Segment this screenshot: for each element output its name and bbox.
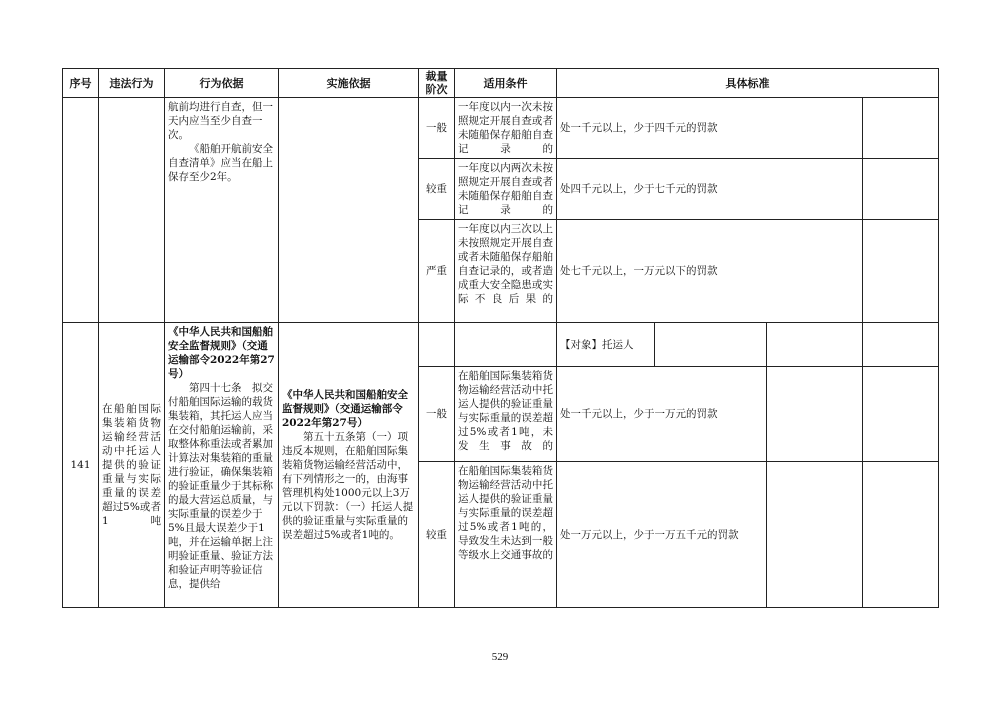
impl-text: 第五十五条第（一）项违反本规则，在船舶国际集装箱货物运输经营活动中，有下列情形之一的，由海事管理机构处1000元以上3万元以下罚款：（一）托运人提供的验证重量与实际重量的误差超过5%或者1吨的。 xyxy=(282,431,414,541)
basis-text: 航前均进行自查，但一天内应当至少自查一次。 xyxy=(168,101,273,141)
condition-cell: 一年度以内一次未按照规定开展自查或者未随船保存船舶自查记录的 xyxy=(455,98,557,159)
condition-cell: 一年度以内三次以上未按照规定开展自查或者未随船保存船舶自查记录的，或者造成重大安全隐患或实际不良后果的 xyxy=(455,220,557,323)
level-cell: 一般 xyxy=(419,367,455,462)
empty-cell xyxy=(767,462,863,608)
header-conditions: 适用条件 xyxy=(455,69,557,98)
standard-cell: 处一万元以上，少于一万五千元的罚款 xyxy=(557,462,767,608)
header-impl-basis: 实施依据 xyxy=(279,69,419,98)
level-cell: 较重 xyxy=(419,159,455,220)
level-cell: 严重 xyxy=(419,220,455,323)
standard-cell: 处一千元以上，少于一万元的罚款 xyxy=(557,367,767,462)
object-cell: 【对象】托运人 xyxy=(557,323,655,367)
header-standard: 具体标准 xyxy=(557,69,939,98)
empty-cell xyxy=(863,159,939,220)
empty-cell xyxy=(863,98,939,159)
page-number: 529 xyxy=(491,651,509,663)
condition-cell: 一年度以内两次未按照规定开展自查或者未随船保存船舶自查记录的 xyxy=(455,159,557,220)
level-cell: 一般 xyxy=(419,98,455,159)
penalty-standards-table xyxy=(62,68,939,608)
standard-cell: 处七千元以上，一万元以下的罚款 xyxy=(557,220,863,323)
impl-title: 《中华人民共和国船舶安全监督规则》（交通运输部令2022年第27号） xyxy=(282,389,408,429)
cont-seq-cell xyxy=(63,98,99,323)
empty-cell xyxy=(767,323,863,367)
basis-cell xyxy=(165,323,279,608)
table-row xyxy=(63,323,939,367)
header-violation: 违法行为 xyxy=(99,69,165,98)
level-cell: 较重 xyxy=(419,462,455,608)
header-seq: 序号 xyxy=(63,69,99,98)
violation-cell: 在船舶国际集装箱货物运输经营活动中托运人提供的验证重量与实际重量的误差超过5%或者1吨 xyxy=(99,323,165,608)
standard-cell: 处四千元以上，少于七千元的罚款 xyxy=(557,159,863,220)
basis-text: 第四十七条 拟交付船舶国际运输的载货集装箱，其托运人应当在交付船舶运输前，采取整体称重法或者累加计算法对集装箱的重量进行验证，确保集装箱的验证重量少于其标称的最大营运总质量，与实际重量的误差少于5%且最大误差少于1吨，并在运输单据上注明验证重量、验证方法和验证声明等验证信息，提供给 xyxy=(168,382,273,590)
seq-cell: 141 xyxy=(63,323,99,608)
cont-basis-cell xyxy=(165,98,279,323)
basis-title: 《中华人民共和国船舶安全监督规则》（交通运输部令2022年第27号） xyxy=(168,326,275,380)
header-basis: 行为依据 xyxy=(165,69,279,98)
empty-cell xyxy=(419,323,455,367)
header-level: 裁量阶次 xyxy=(419,69,455,98)
table-row xyxy=(63,98,939,159)
empty-cell xyxy=(863,220,939,323)
condition-cell: 在船舶国际集装箱货物运输经营活动中托运人提供的验证重量与实际重量的误差超过5%或者1吨的，导致发生未达到一般等级水上交通事故的 xyxy=(455,462,557,608)
empty-cell xyxy=(863,323,939,367)
cont-violation-cell xyxy=(99,98,165,323)
standard-cell: 处一千元以上，少于四千元的罚款 xyxy=(557,98,863,159)
impl-basis-cell xyxy=(279,323,419,608)
cont-impl-cell xyxy=(279,98,419,323)
empty-cell xyxy=(455,323,557,367)
condition-cell: 在船舶国际集装箱货物运输经营活动中托运人提供的验证重量与实际重量的误差超过5%或者1吨，未发生事故的 xyxy=(455,367,557,462)
basis-text: 《船舶开航前安全自查清单》应当在船上保存至少2年。 xyxy=(168,143,273,183)
empty-cell xyxy=(863,462,939,608)
empty-cell xyxy=(655,323,767,367)
empty-cell xyxy=(863,367,939,462)
empty-cell xyxy=(767,367,863,462)
header-row xyxy=(63,69,939,98)
